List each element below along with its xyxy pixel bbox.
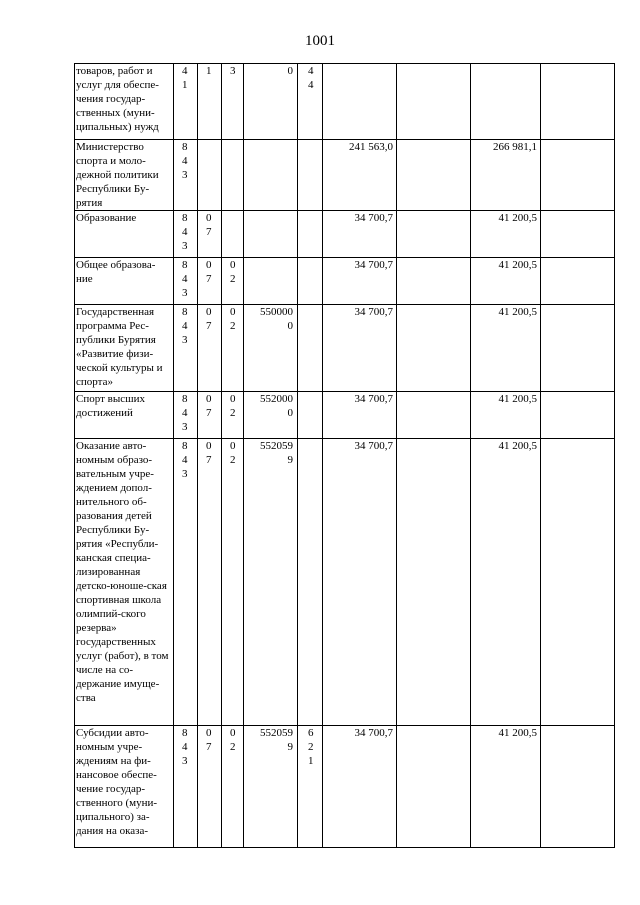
cell-name-text: Государственная программа Рес-публики Бурятия «Развитие физи-ческой культуры и спорта»	[76, 306, 163, 388]
cell-empty	[541, 140, 615, 211]
cell-target-article-text: 552059 9	[260, 727, 293, 753]
cell-amount-2-text: 41 200,5	[498, 212, 537, 224]
cell-amount-2	[471, 64, 541, 140]
cell-amount-1	[323, 258, 397, 305]
cell-subsection	[222, 211, 244, 258]
cell-section	[198, 392, 222, 439]
cell-grbs-text: 8 4 3	[182, 141, 188, 181]
cell-amount-2-text: 41 200,5	[498, 259, 537, 271]
cell-target-article	[244, 64, 298, 140]
cell-amount-1	[323, 140, 397, 211]
cell-subsection	[222, 392, 244, 439]
cell-target-article	[244, 305, 298, 392]
cell-name	[75, 726, 174, 848]
cell-subsection-text: 0 2	[230, 440, 236, 466]
cell-empty	[541, 211, 615, 258]
cell-grbs-text: 4 1	[182, 65, 188, 91]
cell-target-article	[244, 211, 298, 258]
cell-name	[75, 140, 174, 211]
cell-section	[198, 726, 222, 848]
cell-name	[75, 64, 174, 140]
cell-amount-2	[471, 439, 541, 726]
cell-amount-2-text: 266 981,1	[493, 141, 537, 153]
cell-grbs	[174, 258, 198, 305]
cell-expense-type	[298, 305, 323, 392]
cell-amount-2-text: 41 200,5	[498, 393, 537, 405]
cell-empty	[397, 305, 471, 392]
cell-target-article	[244, 726, 298, 848]
cell-empty	[541, 64, 615, 140]
cell-empty	[397, 439, 471, 726]
cell-empty	[541, 392, 615, 439]
cell-name-text: Общее образова-ние	[76, 259, 156, 285]
cell-grbs-text: 8 4 3	[182, 306, 188, 346]
cell-amount-1-text: 34 700,7	[354, 259, 393, 271]
cell-grbs	[174, 439, 198, 726]
cell-expense-type-text: 4 4	[308, 65, 314, 91]
table-row	[75, 258, 615, 305]
cell-empty	[541, 439, 615, 726]
cell-subsection	[222, 258, 244, 305]
table-row	[75, 439, 615, 726]
cell-section-text: 0 7	[206, 259, 212, 285]
cell-section-text: 0 7	[206, 727, 212, 753]
cell-amount-2	[471, 726, 541, 848]
page-number: 1001	[305, 33, 335, 49]
cell-target-article	[244, 258, 298, 305]
cell-expense-type	[298, 140, 323, 211]
cell-grbs	[174, 726, 198, 848]
table-row	[75, 726, 615, 848]
cell-amount-2	[471, 305, 541, 392]
cell-section	[198, 140, 222, 211]
cell-empty	[397, 64, 471, 140]
cell-amount-1-text: 241 563,0	[349, 141, 393, 153]
cell-amount-1	[323, 726, 397, 848]
cell-grbs	[174, 305, 198, 392]
cell-amount-1-text: 34 700,7	[354, 306, 393, 318]
cell-empty	[397, 392, 471, 439]
cell-name-text: Субсидии авто-номным учре-ждениям на фи-нансовое обеспе-чение государ-ственного (муни-ципального) за-дания на оказа-	[76, 727, 158, 837]
cell-expense-type	[298, 439, 323, 726]
cell-grbs-text: 8 4 3	[182, 393, 188, 433]
cell-subsection	[222, 726, 244, 848]
cell-amount-1-text: 34 700,7	[354, 727, 393, 739]
cell-name	[75, 258, 174, 305]
cell-expense-type	[298, 211, 323, 258]
cell-section-text: 0 7	[206, 306, 212, 332]
cell-grbs	[174, 211, 198, 258]
cell-amount-1	[323, 64, 397, 140]
cell-target-article-text: 550000 0	[260, 306, 293, 332]
cell-section	[198, 439, 222, 726]
cell-amount-1	[323, 439, 397, 726]
cell-empty	[541, 726, 615, 848]
cell-name-text: Министерство спорта и моло-дежной политики Республики Бу-рятия	[76, 141, 159, 209]
cell-subsection	[222, 305, 244, 392]
cell-amount-1-text: 34 700,7	[354, 440, 393, 452]
cell-subsection-text: 0 2	[230, 393, 236, 419]
table-row	[75, 64, 615, 140]
cell-grbs	[174, 64, 198, 140]
cell-section	[198, 258, 222, 305]
cell-expense-type	[298, 64, 323, 140]
table-row	[75, 305, 615, 392]
cell-grbs-text: 8 4 3	[182, 727, 188, 767]
cell-expense-type	[298, 258, 323, 305]
cell-amount-2-text: 41 200,5	[498, 727, 537, 739]
cell-target-article	[244, 392, 298, 439]
cell-subsection	[222, 64, 244, 140]
table-row	[75, 140, 615, 211]
cell-amount-2-text: 41 200,5	[498, 306, 537, 318]
cell-subsection	[222, 140, 244, 211]
cell-empty	[397, 726, 471, 848]
cell-subsection-text: 0 2	[230, 306, 236, 332]
budget-table	[74, 63, 615, 848]
cell-amount-2	[471, 140, 541, 211]
cell-name	[75, 392, 174, 439]
cell-section	[198, 305, 222, 392]
cell-target-article-text: 552000 0	[260, 393, 293, 419]
cell-amount-1	[323, 211, 397, 258]
cell-amount-2-text: 41 200,5	[498, 440, 537, 452]
cell-amount-2	[471, 392, 541, 439]
cell-target-article	[244, 439, 298, 726]
cell-amount-1-text: 34 700,7	[354, 393, 393, 405]
cell-grbs-text: 8 4 3	[182, 259, 188, 299]
cell-expense-type-text: 6 2 1	[308, 727, 314, 767]
cell-subsection	[222, 439, 244, 726]
cell-amount-1	[323, 305, 397, 392]
cell-amount-2	[471, 211, 541, 258]
cell-expense-type	[298, 726, 323, 848]
cell-empty	[397, 140, 471, 211]
cell-section-text: 1	[206, 65, 212, 77]
cell-grbs	[174, 140, 198, 211]
cell-section	[198, 64, 222, 140]
cell-name-text: Спорт высших достижений	[76, 393, 145, 419]
cell-amount-1-text: 34 700,7	[354, 212, 393, 224]
cell-empty	[397, 211, 471, 258]
table-row	[75, 211, 615, 258]
cell-grbs	[174, 392, 198, 439]
cell-grbs-text: 8 4 3	[182, 212, 188, 252]
cell-name-text: Образование	[76, 212, 137, 224]
cell-section-text: 0 7	[206, 440, 212, 466]
cell-subsection-text: 0 2	[230, 727, 236, 753]
cell-name	[75, 305, 174, 392]
cell-target-article-text: 552059 9	[260, 440, 293, 466]
cell-amount-1	[323, 392, 397, 439]
cell-empty	[541, 258, 615, 305]
cell-expense-type	[298, 392, 323, 439]
cell-subsection-text: 0 2	[230, 259, 236, 285]
cell-section-text: 0 7	[206, 212, 212, 238]
cell-name	[75, 211, 174, 258]
cell-name-text: Оказание авто-номным образо-вательным учре-ждением допол-нительного об-разования детей Республики Бу-рятия «Республи-канская специа-лизированная детско-юноше-ская спортивная школа олимпий-ского резерва» государственных услуг (работ), в том числе на со-держание имуще-ства	[76, 440, 169, 704]
cell-empty	[397, 258, 471, 305]
cell-grbs-text: 8 4 3	[182, 440, 188, 480]
cell-name-text: товаров, работ и услуг для обеспе-чения государ-ственных (муни-ципальных) нужд	[76, 65, 159, 133]
cell-empty	[541, 305, 615, 392]
cell-section-text: 0 7	[206, 393, 212, 419]
cell-name	[75, 439, 174, 726]
cell-target-article	[244, 140, 298, 211]
cell-subsection-text: 3	[230, 65, 236, 77]
cell-target-article-text: 0	[287, 65, 293, 77]
cell-section	[198, 211, 222, 258]
table-row	[75, 392, 615, 439]
cell-amount-2	[471, 258, 541, 305]
